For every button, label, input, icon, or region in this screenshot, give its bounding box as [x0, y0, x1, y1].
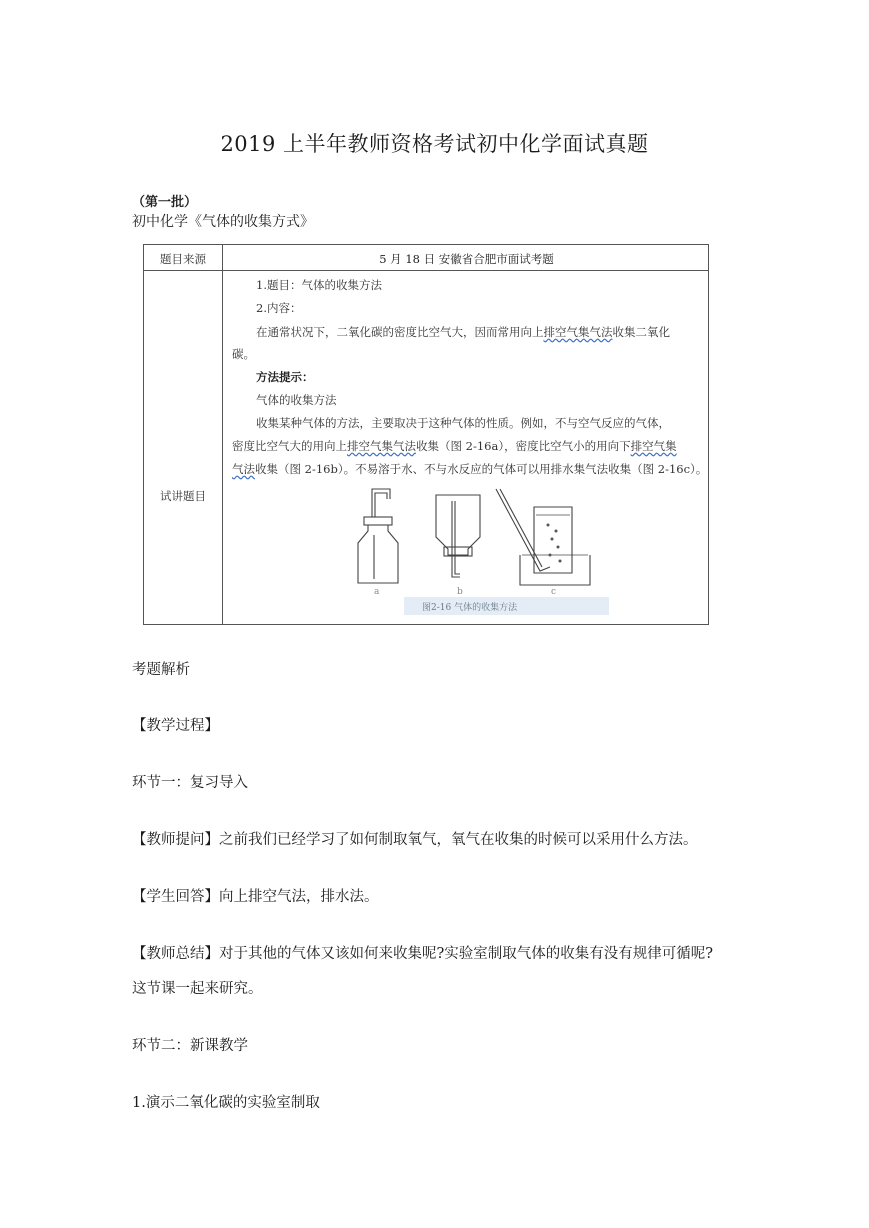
- content-line-a: 在通常状况下，二氧化碳的密度比空气大，因而常用向上排空气集气法收集二氧化: [256, 325, 670, 339]
- teacher-question: 【教师提问】之前我们已经学习了如何制取氧气，氧气在收集的时候可以采用什么方法。: [132, 832, 698, 848]
- question-table: [143, 244, 709, 625]
- source-value: 5 月 18 日 安徽省合肥市面试考题: [379, 252, 554, 266]
- topic-label: 试讲题目: [160, 489, 206, 503]
- figure-label-c: c: [551, 587, 557, 597]
- method-sub: 气体的收集方法: [256, 393, 337, 407]
- teacher-summary-line-2: 这节课一起来研究。: [132, 981, 263, 997]
- batch-label: （第一批）: [132, 195, 198, 210]
- method-title: 方法提示：: [256, 370, 314, 384]
- gas-collection-figure: [344, 485, 606, 625]
- page-title: 2019 上半年教师资格考试初中化学面试真题: [220, 132, 649, 156]
- para-line-c: 气法收集（图 2-16b）。不易溶于水、不与水反应的气体可以用排水集气法收集（图 2-16c）。: [232, 462, 708, 476]
- para-line-b: 密度比空气大的用向上排空气集气法收集（图 2-16a），密度比空气小的用向下排空气集: [232, 439, 677, 453]
- process-heading: 【教学过程】: [132, 718, 219, 734]
- content-line-b: 碳。: [232, 347, 255, 361]
- step-1-heading: 环节一：复习导入: [132, 775, 248, 791]
- figure-label-b: b: [457, 587, 463, 597]
- source-label: 题目来源: [160, 252, 206, 266]
- topic-line-2: 2.内容：: [256, 301, 302, 315]
- teacher-summary-line-1: 【教师总结】对于其他的气体又该如何来收集呢?实验室制取气体的收集有没有规律可循呢?: [132, 946, 714, 962]
- lesson-subtitle: 初中化学《气体的收集方式》: [132, 214, 314, 230]
- step-2-heading: 环节二：新课教学: [132, 1038, 248, 1054]
- analysis-heading: 考题解析: [132, 662, 190, 678]
- topic-line-1: 1.题目：气体的收集方法: [256, 278, 382, 292]
- figure-caption: 图2-16 气体的收集方法: [422, 603, 518, 613]
- student-answer: 【学生回答】向上排空气法，排水法。: [132, 889, 379, 905]
- para-line-a: 收集某种气体的方法，主要取决于这种气体的性质。例如，不与空气反应的气体，: [256, 416, 670, 430]
- figure-caption-bar: [404, 597, 609, 615]
- figure-label-a: a: [374, 587, 380, 597]
- question-table-image: [143, 244, 709, 625]
- demo-heading: 1.演示二氧化碳的实验室制取: [132, 1095, 320, 1111]
